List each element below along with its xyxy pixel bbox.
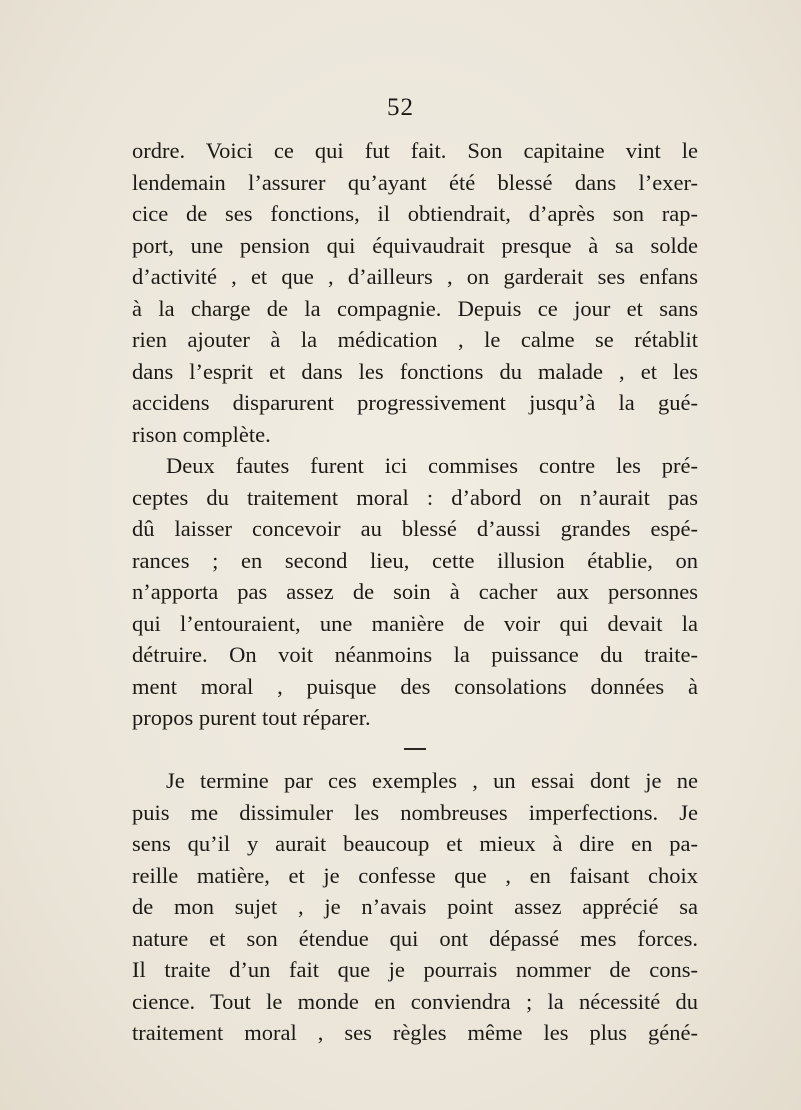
text-line: rances ; en second lieu, cette illusion établie, on xyxy=(132,547,698,573)
body-text xyxy=(132,135,698,1049)
text-line: cice de ses fonctions, il obtiendrait, d’après son rap- xyxy=(132,201,698,226)
text-line: rison complète. xyxy=(132,421,271,447)
text-line: sens qu’il y aurait beaucoup et mieux à dire en pa- xyxy=(132,831,698,856)
text-line: propos purent tout réparer. xyxy=(132,705,371,730)
text-line: cience. Tout le monde en conviendra ; la nécessité du xyxy=(132,988,698,1014)
text-line: lendemain l’assurer qu’ayant été blessé dans l’exer- xyxy=(132,169,698,195)
text-line: à la charge de la compagnie. Depuis ce jour et sans xyxy=(132,295,698,321)
paragraph-1 xyxy=(132,135,698,450)
text-line: nature et son étendue qui ont dépassé mes forces. xyxy=(132,925,698,951)
text-line: Il traite d’un fait que je pourrais nommer de cons- xyxy=(132,957,698,982)
text-line: reille matière, et je confesse que , en faisant choix xyxy=(132,862,698,888)
text-line: ordre. Voici ce qui fut fait. Son capitaine vint le xyxy=(132,138,698,163)
text-line: n’apporta pas assez de soin à cacher aux personnes xyxy=(132,579,698,604)
text-line: de mon sujet , je n’avais point assez apprécié sa xyxy=(132,894,698,919)
text-line: traitement moral , ses règles même les plus géné- xyxy=(132,1020,698,1045)
text-line: accidens disparurent progressivement jusqu’à la gué- xyxy=(132,390,698,415)
text-line: dû laisser concevoir au blessé d’aussi grandes espé- xyxy=(132,516,698,541)
page-number: 52 xyxy=(387,94,414,121)
text-line: puis me dissimuler les nombreuses imperfections. Je xyxy=(132,799,698,825)
section-divider xyxy=(132,734,698,766)
paragraph-3 xyxy=(132,765,698,1049)
text-line: qui l’entouraient, une manière de voir qui devait la xyxy=(132,610,698,636)
text-line: ment moral , puisque des consolations données à xyxy=(132,673,698,699)
text-line: Je termine par ces exemples , un essai dont je ne xyxy=(166,768,698,793)
paragraph-2 xyxy=(132,450,698,734)
text-line: port, une pension qui équivaudrait presque à sa solde xyxy=(132,232,698,258)
text-line: rien ajouter à la médication , le calme se rétablit xyxy=(132,327,698,352)
text-line: d’activité , et que , d’ailleurs , on garderait ses enfans xyxy=(132,264,698,289)
text-line: détruire. On voit néanmoins la puissance du traite- xyxy=(132,642,698,667)
divider-rule xyxy=(404,748,426,750)
text-line: ceptes du traitement moral : d’abord on n’aurait pas xyxy=(132,484,698,510)
text-line: Deux fautes furent ici commises contre les pré- xyxy=(166,453,698,478)
text-line: dans l’esprit et dans les fonctions du malade , et les xyxy=(132,358,698,384)
